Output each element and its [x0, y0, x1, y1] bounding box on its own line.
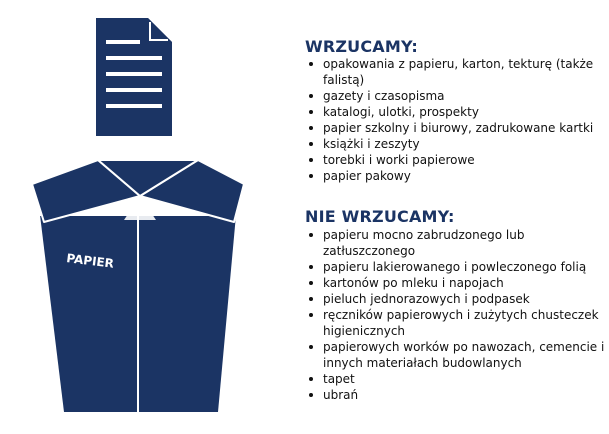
not-allowed-list — [305, 227, 605, 403]
list-item: gazety i czasopisma — [305, 88, 605, 104]
list-item: torebki i worki papierowe — [305, 152, 605, 168]
document-icon — [96, 18, 172, 136]
list-item: papier pakowy — [305, 168, 605, 184]
list-item: tapet — [305, 371, 605, 387]
list-item: papierowych worków po nawozach, cemencie i innych materiałach budowlanych — [305, 339, 605, 371]
list-item: ręczników papierowych i zużytych chusteczek higienicznych — [305, 307, 605, 339]
list-item: kartonów po mleku i napojach — [305, 275, 605, 291]
list-item: książki i zeszyty — [305, 136, 605, 152]
not-allowed-heading: NIE WRZUCAMY: — [305, 207, 455, 226]
allowed-list — [305, 56, 605, 184]
bin-label: PAPIER — [65, 251, 115, 271]
list-item: pieluch jednorazowych i podpasek — [305, 291, 605, 307]
list-item: papieru lakierowanego i powleczonego folią — [305, 259, 605, 275]
list-item: opakowania z papieru, karton, tekturę (także falistą) — [305, 56, 605, 88]
illustration — [0, 0, 300, 434]
list-item: ubrań — [305, 387, 605, 403]
list-item: papieru mocno zabrudzonego lub zatłuszczonego — [305, 227, 605, 259]
recycling-bin-icon — [32, 160, 244, 412]
allowed-heading: WRZUCAMY: — [305, 37, 419, 56]
list-item: papier szkolny i biurowy, zadrukowane kartki — [305, 120, 605, 136]
list-item: katalogi, ulotki, prospekty — [305, 104, 605, 120]
